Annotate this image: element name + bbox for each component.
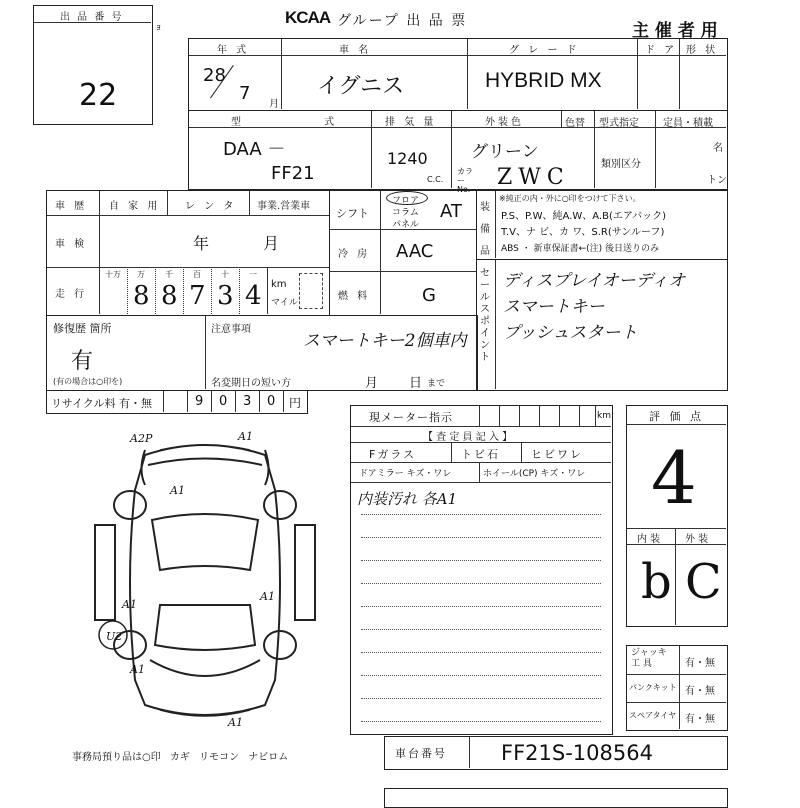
lot-number-box [33, 5, 153, 125]
unit-1k: 千 [165, 270, 173, 279]
mileage-digit-5: 4 [245, 281, 262, 311]
header-title: グループ 出 品 票 [337, 13, 468, 29]
km-unit: km [271, 279, 287, 290]
color-label: 外装色 [485, 117, 524, 128]
sales-point-2: スマートキー [503, 297, 605, 317]
specs-box [329, 190, 477, 316]
color-number: ZWC [497, 165, 570, 190]
row1-box [188, 38, 728, 111]
recycle-box [46, 390, 308, 414]
sales-points-label: セールスポイント [480, 268, 490, 363]
mileage-label: 走 行 [55, 289, 88, 300]
mileage-digit-3: 7 [189, 281, 206, 311]
inspector-title: 【 査 定 員 記 入 】 [423, 432, 513, 443]
damage-mark: U2 [106, 630, 123, 643]
year-label: 年 式 [217, 45, 250, 56]
score-label: 評 価 点 [649, 410, 704, 423]
fuel-label: 燃 料 [338, 291, 371, 302]
interior-label: 内 装 [637, 534, 661, 545]
inspection-year-unit: 年 [193, 234, 210, 253]
paint-change-label: 色替 [565, 118, 585, 129]
corner-mark: ｮ [156, 22, 161, 33]
notes-label: 注意事項 [211, 324, 251, 335]
history-commercial: 事業.営業車 [257, 201, 311, 212]
interior-score: b [641, 554, 672, 610]
spare-label: スペアタイヤ [629, 711, 677, 720]
transfer-until: まで [427, 379, 446, 389]
exterior-color: グリーン [471, 142, 539, 162]
category-label: 類別区分 [601, 159, 641, 170]
chassis-box [384, 736, 728, 770]
inspection-month-unit: 月 [263, 234, 280, 253]
accessories-box [626, 645, 728, 731]
transfer-label: 名変期日の短い方 [211, 378, 291, 389]
score-box [626, 405, 728, 627]
sales-point-1: ディスプレイオーディオ [503, 271, 686, 291]
shift-label: シフト [336, 207, 369, 220]
model-month: 7 [239, 83, 251, 104]
color-number-label: カラーNo. [457, 167, 473, 194]
unit-10k: 万 [137, 270, 145, 279]
mile-unit: マイル [271, 298, 298, 308]
body-type-label: 形 状 [686, 45, 719, 56]
inspector-glass: Fガラス [369, 448, 416, 461]
damage-mark: A1 [170, 484, 185, 497]
recycle-digit-2: 9 [195, 394, 204, 409]
shift-column: コラム [392, 208, 419, 218]
car-name-label: 車 名 [339, 45, 372, 56]
recycle-digit-5: 0 [267, 394, 276, 409]
equipment-label: 装 備 品 [480, 202, 490, 257]
jack-option: 有・無 [685, 658, 715, 669]
inspector-wheel: ホイール(CP) キズ・ワレ [483, 469, 586, 479]
damage-mark: A1 [130, 663, 145, 676]
month-unit: 月 [269, 99, 279, 110]
history-label: 車 歴 [55, 201, 88, 212]
spare-option: 有・無 [685, 714, 715, 725]
repair-notes-box [46, 315, 478, 391]
puncture-option: 有・無 [685, 686, 715, 697]
model-code: FF21 [271, 163, 315, 184]
sales-point-3: プッシュスタート [503, 323, 638, 343]
model-prefix: DAA － [223, 139, 286, 160]
history-rental: レ ン タ [185, 201, 237, 212]
jack-label: ジャッキ 工 具 [631, 648, 667, 669]
unit-1: 一 [249, 270, 257, 279]
unit-100k: 十万 [105, 270, 121, 279]
fuel-value: G [422, 285, 436, 306]
bottom-box [384, 788, 728, 808]
car-diagram [90, 430, 320, 730]
ac-value: AAC [396, 241, 434, 262]
transfer-day: 日 [409, 376, 423, 391]
model-year: 28 [203, 65, 226, 86]
unit-10: 十 [221, 270, 229, 279]
inspector-box [350, 405, 613, 735]
puncture-label: パンクキット [629, 683, 677, 692]
grade-label: グ レ ー ド [509, 45, 580, 56]
grade: HYBRID MX [485, 69, 602, 92]
equipment-line2: T.V、ナ ビ、カ ワ、S.R(サンルーフ) [501, 227, 665, 238]
exterior-score: C [685, 554, 722, 610]
unit-100: 百 [193, 270, 201, 279]
equipment-box [476, 190, 728, 260]
score-value: 4 [651, 436, 697, 520]
repair-label: 修復歴 箇所 [53, 322, 112, 335]
cc-unit: C.C. [427, 175, 444, 184]
inspector-mirror: ドアミラー キズ・ワレ [359, 469, 452, 479]
shift-panel: パネル [392, 220, 420, 230]
lot-number-label: 出 品 番 号 [60, 12, 124, 23]
car-name: イグニス [317, 74, 405, 99]
damage-mark: A1 [238, 430, 253, 443]
notes-handwritten: スマートキー2個車内 [303, 331, 467, 351]
meter-label: 現メーター指示 [369, 411, 453, 424]
mileage-digit-1: 8 [133, 281, 150, 311]
capacity-unit: 名 [713, 143, 723, 154]
chassis-number: FF21S-108564 [501, 741, 653, 765]
inspection-label: 車 検 [55, 239, 88, 250]
recycle-label: リサイクル料 有・無 [51, 397, 152, 410]
damage-mark: A2P [130, 432, 153, 445]
history-private: 自 家 用 [109, 201, 161, 212]
displacement: 1240 [387, 149, 428, 168]
meter-unit: km [597, 411, 611, 421]
mileage-digit-4: 3 [217, 281, 234, 311]
row2-box [188, 110, 728, 194]
load-unit: トン [707, 175, 727, 186]
chassis-label: 車台番号 [395, 747, 447, 760]
inspector-comment: 内装汚れ 各A1 [357, 490, 458, 508]
diagram-footer: 事務局預り品は○印 カギ リモコン ナビロム [72, 752, 289, 763]
displacement-label: 排 気 量 [385, 117, 437, 128]
transfer-month: 月 [365, 376, 379, 391]
shift-floor: フロア [392, 196, 420, 206]
lot-number: 22 [79, 78, 118, 113]
sales-points-box [476, 259, 728, 391]
recycle-digit-3: 0 [219, 394, 228, 409]
designation-label: 型式指定 [599, 118, 639, 129]
recycle-unit: 円 [289, 396, 302, 410]
header-logo: KCAA [285, 8, 331, 27]
exterior-label: 外 装 [685, 534, 709, 545]
damage-mark: A1 [122, 598, 137, 611]
history-box [46, 190, 330, 316]
model-label: 型 式 [231, 117, 375, 128]
recycle-digit-4: 3 [243, 394, 252, 409]
equipment-line3: ABS ・ 新車保証書←(注) 後日送りのみ [501, 244, 660, 254]
damage-mark: A1 [260, 590, 275, 603]
repair-note: (有の場合は○印を) [53, 377, 123, 386]
capacity-label: 定員・積載 [663, 118, 713, 129]
inspector-chip: トビ石 [461, 448, 500, 461]
shift-value: AT [440, 201, 462, 222]
door-label: ド ア [645, 45, 678, 56]
ac-label: 冷 房 [338, 249, 371, 260]
mileage-digit-2: 8 [161, 281, 178, 311]
damage-mark: A1 [228, 716, 243, 729]
equipment-note: ※純正の内・外に○印をつけて下さい。 [499, 194, 641, 203]
repair-value: 有 [71, 349, 94, 374]
inspector-crack: ヒビワレ [531, 448, 583, 461]
header-right: 主 催 者 用 [632, 21, 718, 41]
equipment-line1: P.S、P.W、純A.W、A.B(エアバック) [501, 211, 666, 222]
